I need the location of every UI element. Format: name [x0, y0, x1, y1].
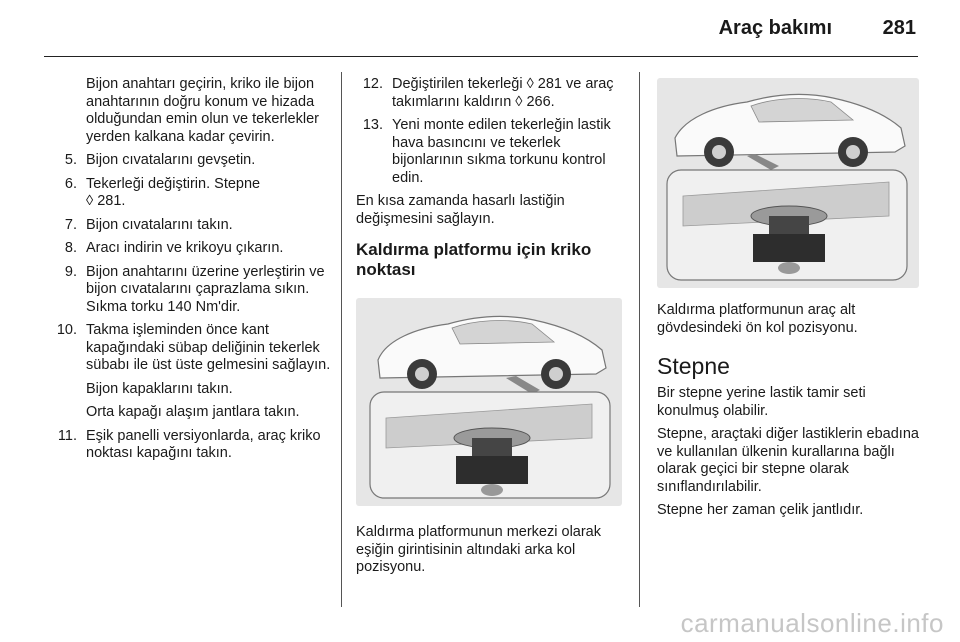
column-1	[50, 76, 332, 469]
heading-lift-points: Kaldırma platformu için kriko noktası	[356, 240, 592, 279]
intro-text: Bijon anahtarı geçirin, kriko ile bijon anahtarının doğru konum ve hizada olduğundan emin olun ve tekerlekler yerden kalkana kadar çevirin.	[86, 76, 319, 145]
heading-spare-wheel: Stepne	[657, 353, 730, 379]
list-item-10-extra-1: Bijon kapaklarını takın.	[86, 380, 233, 397]
list-item-10: 10. Takma işleminden önce kant kapağındaki sübap deliğinin tekerlek sübabı ile üst üste gelmesini sağlayın.	[56, 322, 331, 373]
list-item-5: 5. Bijon cıvatalarını gevşetin.	[64, 152, 256, 168]
list-item-8: 8. Aracı indirin ve krikoyu çıkarın.	[64, 240, 284, 256]
page-number: 281	[882, 17, 916, 39]
page-ref-link[interactable]: ◊ 281.	[86, 193, 126, 209]
column-3	[657, 302, 922, 526]
spare-paragraph-3: Stepne her zaman çelik jantlıdır.	[657, 502, 864, 518]
list-item-6: 6. Tekerleği değiştirin. Stepne ◊ 281.	[64, 175, 261, 209]
column-divider-1	[341, 72, 342, 607]
column-2	[356, 76, 626, 290]
list-item-7: 7. Bijon cıvatalarını takın.	[64, 216, 233, 233]
rear-lift-caption	[356, 524, 626, 583]
list-item-12: 12. Değiştirilen tekerleği ◊ 281 ve araç takımlarını kaldırın ◊ 266.	[362, 76, 614, 110]
section-title: Araç bakımı	[718, 17, 832, 39]
front-lift-point-illustration	[657, 78, 919, 288]
spare-paragraph-2: Stepne, araçtaki diğer lastiklerin ebadına ve kullanılan ülkenin kurallarına bağlı olarak geçici bir stepne olarak sınıflandırılabilir.	[657, 426, 919, 495]
list-item-11: 11. Eşik panelli versiyonlarda, araç kriko noktası kapağını takın.	[57, 427, 321, 461]
list-item-13: 13. Yeni monte edilen tekerleğin lastik hava basıncını ve tekerlek bijonlarının sıkma torkunu kontrol edin.	[362, 117, 611, 186]
watermark: carmanualsonline.info	[680, 608, 944, 638]
column-divider-2	[639, 72, 640, 607]
list-item-9: 9. Bijon anahtarını üzerine yerleştirin ve bijon cıvatalarını çaprazlama sıkın. Sıkma torku 140 Nm'dir.	[64, 263, 325, 315]
list-item-10-extra-2: Orta kapağı alaşım jantlara takın.	[86, 404, 300, 420]
header-rule	[44, 56, 918, 57]
figure-caption-front: Kaldırma platformunun araç alt gövdesindeki ön kol pozisyonu.	[657, 302, 858, 336]
spare-paragraph-1: Bir stepne yerine lastik tamir seti konulmuş olabilir.	[657, 385, 866, 419]
figure-caption-rear: Kaldırma platformunun merkezi olarak eşiğin girintisinin altındaki arka kol pozisyonu.	[356, 524, 601, 575]
rear-lift-point-illustration	[356, 298, 622, 506]
note-text: En kısa zamanda hasarlı lastiğin değişmesini sağlayın.	[356, 193, 565, 227]
